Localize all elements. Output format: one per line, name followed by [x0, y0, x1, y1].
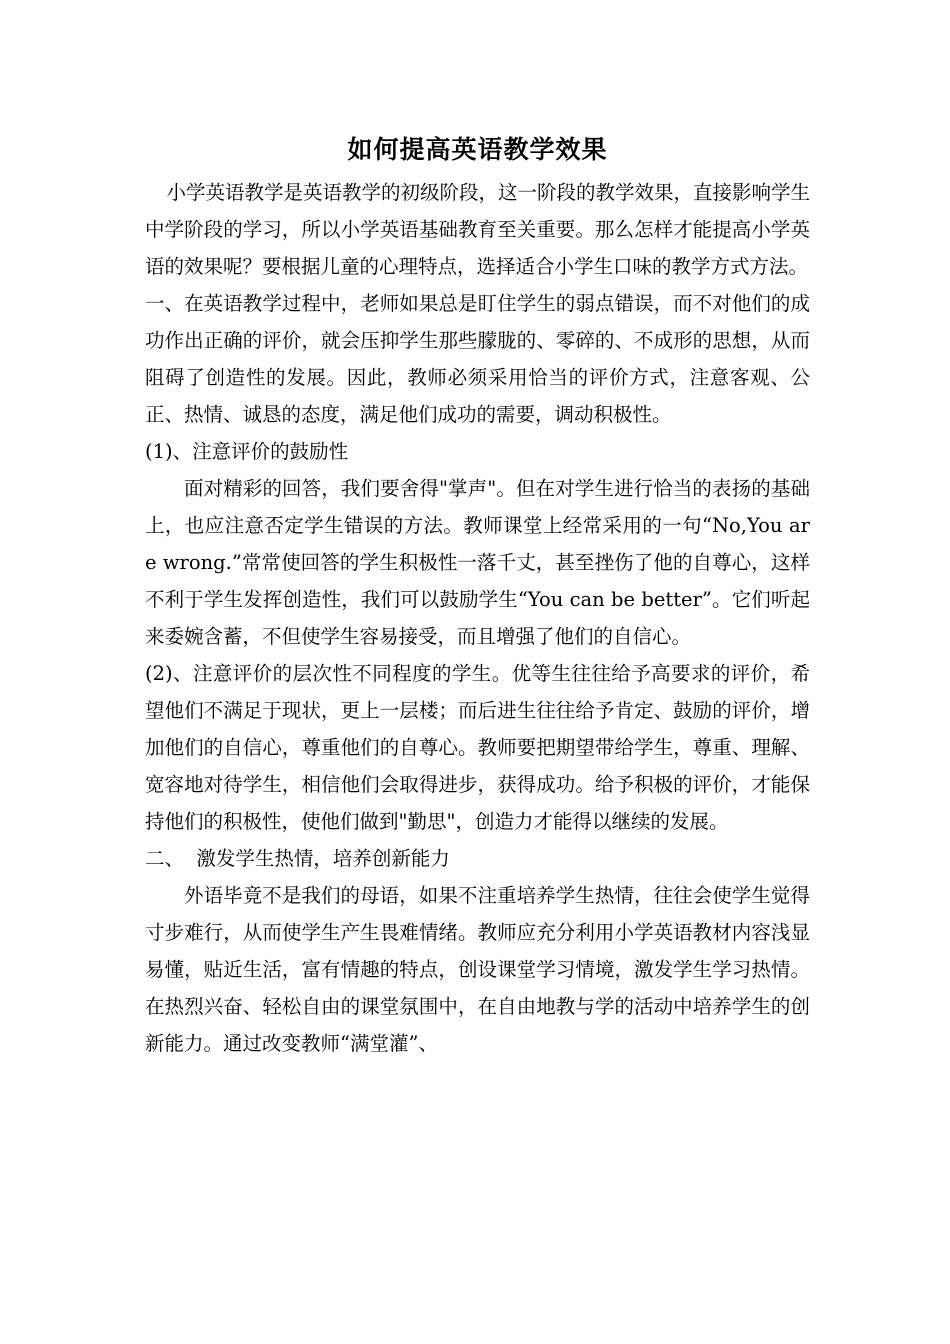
paragraph-section-one: 一、在英语教学过程中，老师如果总是盯住学生的弱点错误，而不对他们的成功作出正确的评价，就会压抑学生那些朦胧的、零碎的、不成形的思想，从而阻碍了创造性的发展。因此，教师必须采用恰当的评价方式，注意客观、公正、热情、诚恳的态度，满足他们成功的需要，调动积极性。: [145, 292, 810, 426]
paragraph-section-two: 外语毕竟不是我们的母语，如果不注重培养学生热情，往往会使学生觉得寸步难行，从而使学生产生畏难情绪。教师应充分利用小学英语教材内容浅显易懂，贴近生活，富有情趣的特点，创设课堂学习情境，激发学生学习热情。在热烈兴奋、轻松自由的课堂氛围中，在自由地教与学的活动中培养学生的创新能力。通过改变教师“满堂灌”、: [145, 884, 810, 1055]
paragraph-levels: (2)、注意评价的层次性不同程度的学生。优等生往往给予高要求的评价，希望他们不满足于现状，更上一层楼；而后进生往往给予肯定、鼓励的评价，增加他们的自信心，尊重他们的自尊心。教师要把期望带给学生，尊重、理解、宽容地对待学生，相信他们会取得进步，获得成功。给予积极的评价，才能保持他们的积极性，使他们做到"勤思"，创造力才能得以继续的发展。: [145, 662, 810, 833]
heading-section-two: 二、 激发学生热情，培养创新能力: [145, 847, 450, 870]
document-body: [145, 130, 810, 1062]
document-title: 如何提高英语教学效果: [347, 135, 608, 164]
subheading-encouragement: (1)、注意评价的鼓励性: [145, 440, 349, 463]
paragraph-encouragement: 面对精彩的回答，我们要舍得"掌声"。但在对学生进行恰当的表扬的基础上，也应注意否定学生错误的方法。教师课堂上经常采用的一句“No,You are wrong.”常常使回答的学生积极性一落千丈，甚至挫伤了他的自尊心，这样不利于学生发挥创造性，我们可以鼓励学生“You can be better”。它们听起来委婉含蓄，不但使学生容易接受，而且增强了他们的自信心。: [145, 477, 810, 648]
paragraph-intro: 小学英语教学是英语教学的初级阶段，这一阶段的教学效果，直接影响学生中学阶段的学习，所以小学英语基础教育至关重要。那么怎样才能提高小学英语的效果呢？要根据儿童的心理特点，选择适合小学生口味的教学方式方法。: [145, 181, 810, 278]
